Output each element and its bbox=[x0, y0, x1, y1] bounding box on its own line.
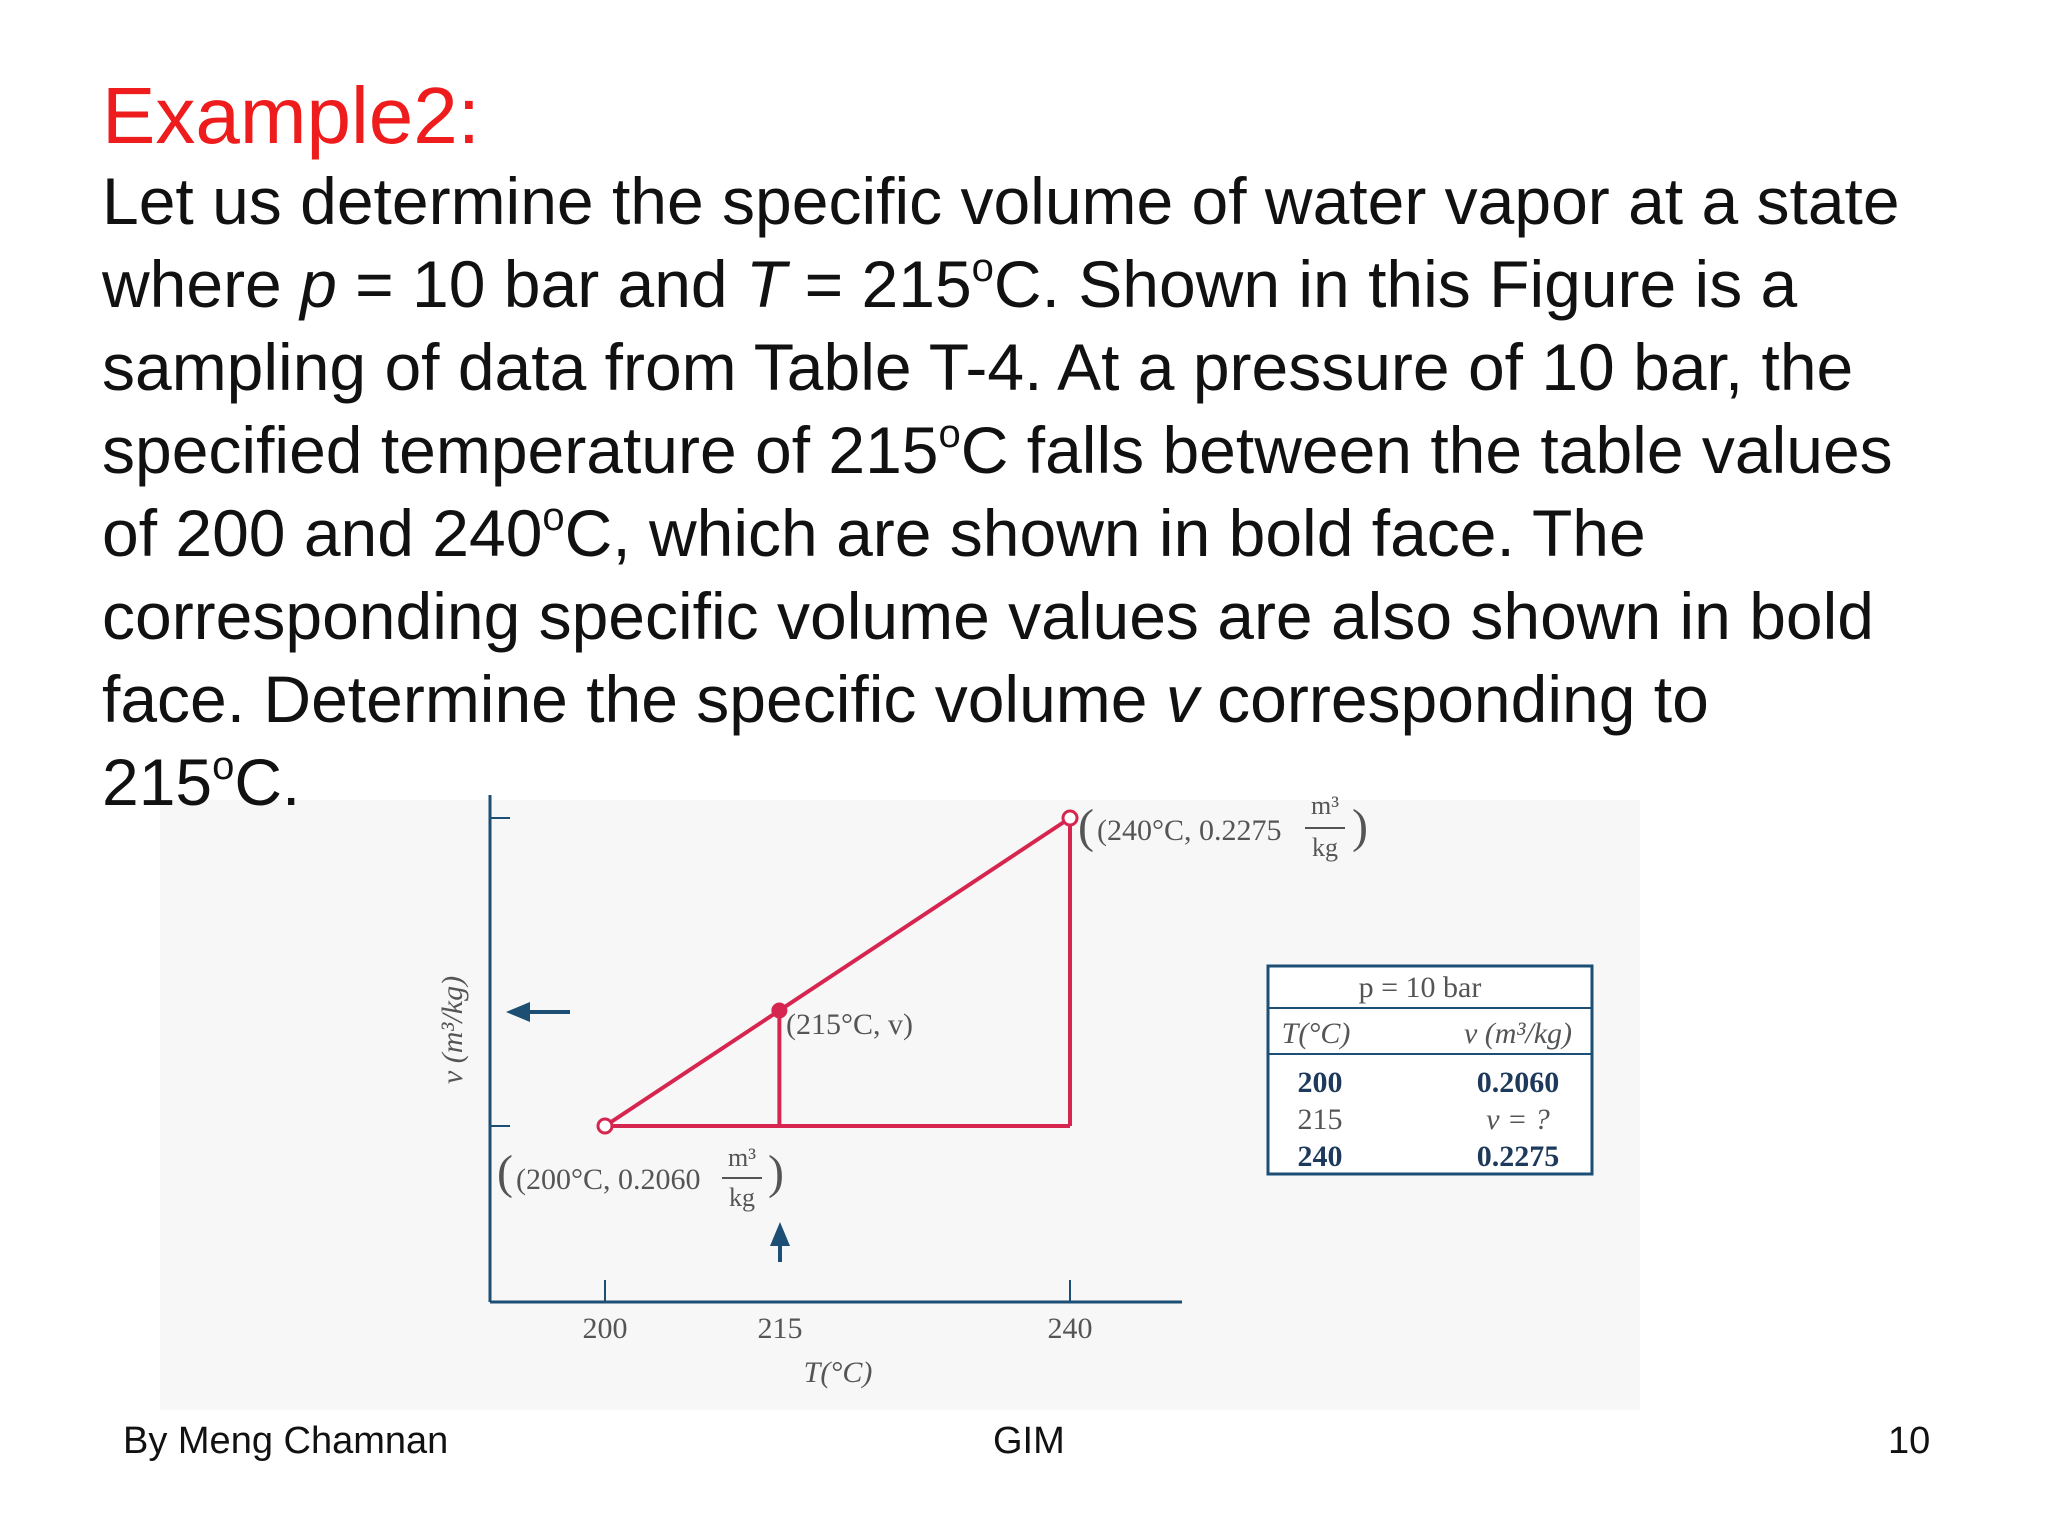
table-col-t: T(°C) bbox=[1281, 1017, 1351, 1050]
degree-sup: o bbox=[971, 246, 994, 290]
x-tick-label-240: 240 bbox=[1047, 1312, 1093, 1345]
point-low-value: (200°C, 0.2060 bbox=[516, 1163, 701, 1196]
slide-title: Example2: bbox=[102, 71, 480, 160]
text-run: corresponding specific volume values are also shown in bold bbox=[102, 579, 1874, 653]
unit-numerator: m³ bbox=[1310, 791, 1340, 820]
unit-denominator: kg bbox=[729, 1183, 755, 1212]
text-run: C falls between the table values bbox=[960, 413, 1893, 487]
y-arrow-head bbox=[506, 1002, 530, 1022]
table-header: p = 10 bar bbox=[1358, 971, 1482, 1004]
text-run: of 200 and 240 bbox=[102, 496, 543, 570]
text-run: C. bbox=[234, 745, 301, 819]
text-run: = 215 bbox=[786, 247, 972, 321]
text-run: specified temperature of 215 bbox=[102, 413, 939, 487]
unit-denominator: kg bbox=[1312, 833, 1338, 862]
x-arrow-head bbox=[770, 1222, 790, 1246]
text-run: = 10 bar and bbox=[336, 247, 746, 321]
unit-numerator: m³ bbox=[727, 1143, 757, 1172]
footer-author: By Meng Chamnan bbox=[123, 1420, 449, 1462]
interpolation-line bbox=[605, 818, 1070, 1126]
table-cell-t: 200 bbox=[1297, 1066, 1343, 1099]
data-table bbox=[1268, 966, 1592, 1174]
interpolation-lines bbox=[598, 811, 1077, 1133]
point-low-label bbox=[497, 1143, 784, 1212]
text-run: sampling of data from Table T-4. At a pressure of 10 bar, the bbox=[102, 330, 1854, 404]
text-run: face. Determine the specific volume bbox=[102, 662, 1166, 736]
footer-center: GIM bbox=[993, 1420, 1065, 1462]
paren-close: ) bbox=[768, 1146, 784, 1199]
x-tick-label-215: 215 bbox=[757, 1312, 803, 1345]
degree-sup: o bbox=[938, 412, 961, 456]
table-col-v: v (m³/kg) bbox=[1463, 1017, 1573, 1050]
table-cell-v: 0.2275 bbox=[1476, 1140, 1560, 1173]
page-number: 10 bbox=[1888, 1420, 1931, 1462]
table-cell-t: 215 bbox=[1297, 1103, 1343, 1136]
table-cell-v: 0.2060 bbox=[1476, 1066, 1560, 1099]
text-run: where bbox=[102, 247, 301, 321]
paren-close: ) bbox=[1352, 800, 1368, 853]
degree-sup: o bbox=[212, 744, 235, 788]
point-high-marker bbox=[1063, 811, 1077, 825]
text-run: 215 bbox=[102, 745, 213, 819]
paren-open: ( bbox=[1078, 800, 1094, 853]
point-mid-label: (215°C, v) bbox=[786, 1008, 913, 1041]
degree-sup: o bbox=[542, 495, 565, 539]
text-run: C, which are shown in bold face. The bbox=[564, 496, 1646, 570]
x-axis-label: T(°C) bbox=[803, 1356, 873, 1389]
text-run: C. Shown in this Figure is a bbox=[993, 247, 1798, 321]
point-low-marker bbox=[598, 1119, 612, 1133]
paren-open: ( bbox=[497, 1146, 513, 1199]
table-cell-t: 240 bbox=[1297, 1140, 1343, 1173]
point-high-value: (240°C, 0.2275 bbox=[1097, 814, 1282, 847]
point-high-label bbox=[1078, 791, 1368, 862]
text-run: Let us determine the specific volume of water vapor at a state bbox=[102, 164, 1900, 238]
text-run: corresponding to bbox=[1198, 662, 1709, 736]
y-axis-label: v (m³/kg) bbox=[436, 975, 469, 1085]
x-tick-label-200: 200 bbox=[582, 1312, 628, 1345]
point-mid-marker bbox=[772, 1004, 786, 1018]
var-p: p bbox=[300, 247, 337, 321]
var-t: T bbox=[745, 247, 787, 321]
var-v: v bbox=[1165, 662, 1199, 736]
table-cell-v: v = ? bbox=[1486, 1103, 1550, 1136]
